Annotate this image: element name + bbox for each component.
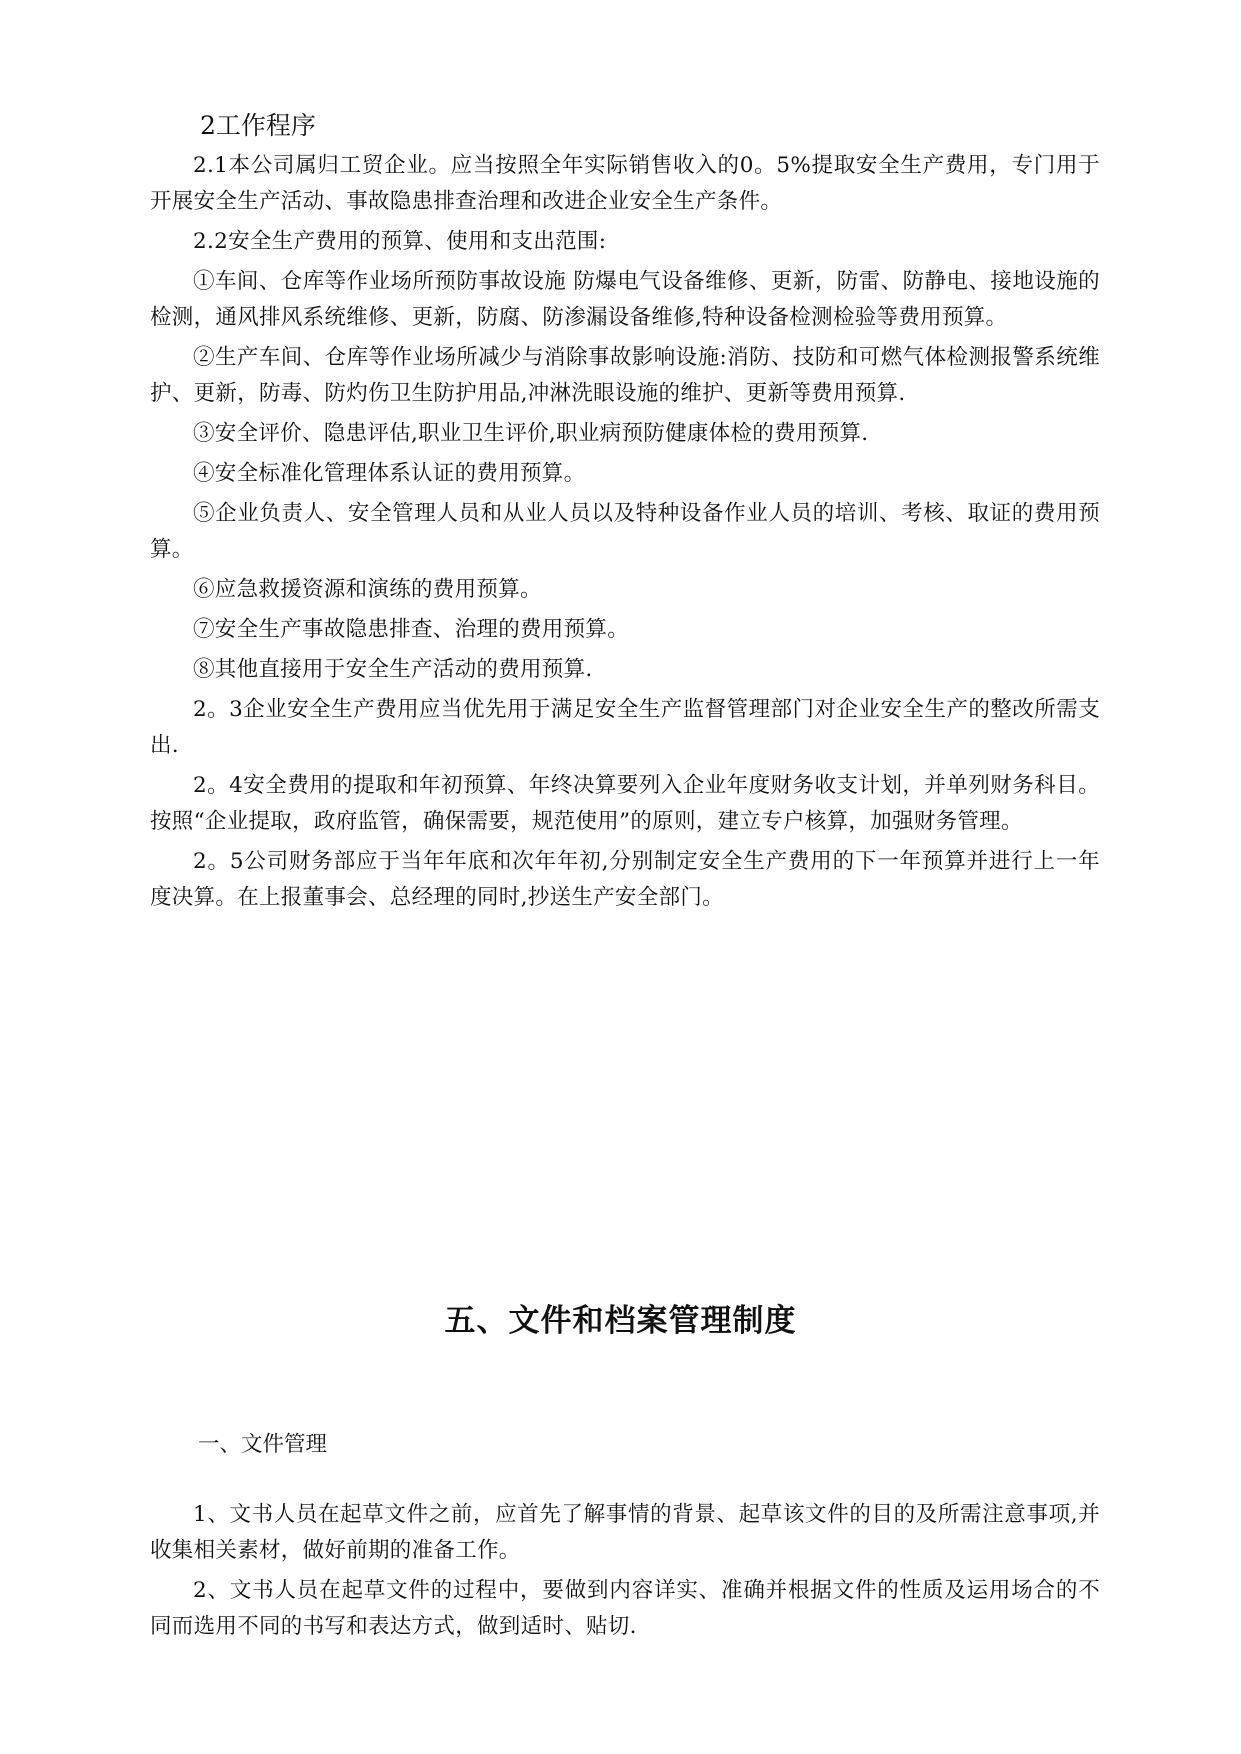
paragraph: 2。3企业安全生产费用应当优先用于满足安全生产监督管理部门对企业安全生产的整改所需支出. <box>150 697 1100 758</box>
paragraph: ⑤企业负责人、安全管理人员和从业人员以及特种设备作业人员的培训、考核、取证的费用预算。 <box>150 501 1100 562</box>
paragraph: ③安全评价、隐患评估,职业卫生评价,职业病预防健康体检的费用预算. <box>193 421 869 446</box>
file-management-body <box>150 1497 1100 1649</box>
sub-heading: 一、文件管理 <box>198 1432 328 1457</box>
chapter-title: 五、文件和档案管理制度 <box>444 1303 797 1339</box>
paragraph: ⑥应急救援资源和演练的费用预算。 <box>193 577 542 602</box>
procedure-body <box>150 148 1100 920</box>
paragraph: ⑦安全生产事故隐患排查、治理的费用预算。 <box>193 617 630 642</box>
paragraph: 2.1本公司属归工贸企业。应当按照全年实际销售收入的0。5%提取安全生产费用，专门用于开展安全生产活动、事故隐患排查治理和改进企业安全生产条件。 <box>150 153 1100 214</box>
paragraph: ④安全标准化管理体系认证的费用预算。 <box>193 461 586 486</box>
paragraph: 2。5公司财务部应于当年年底和次年年初,分别制定安全生产费用的下一年预算并进行上一年度决算。在上报董事会、总经理的同时,抄送生产安全部门。 <box>150 849 1100 910</box>
paragraph: ②生产车间、仓库等作业场所减少与消除事故影响设施:消防、技防和可燃气体检测报警系统维护、更新，防毒、防灼伤卫生防护用品,冲淋洗眼设施的维护、更新等费用预算. <box>150 345 1100 406</box>
paragraph: 2。4安全费用的提取和年初预算、年终决算要列入企业年度财务收支计划，并单列财务科目。按照“企业提取，政府监管，确保需要，规范使用”的原则，建立专户核算，加强财务管理。 <box>150 773 1100 834</box>
section-heading: 2工作程序 <box>200 111 316 140</box>
paragraph: ①车间、仓库等作业场所预防事故设施 防爆电气设备维修、更新，防雷、防静电、接地设施的检测，通风排风系统维修、更新，防腐、防渗漏设备维修,特种设备检测检验等费用预算。 <box>150 269 1100 330</box>
paragraph: 1、文书人员在起草文件之前，应首先了解事情的背景、起草该文件的目的及所需注意事项,并收集相关素材，做好前期的准备工作。 <box>150 1502 1100 1563</box>
paragraph: 2.2安全生产费用的预算、使用和支出范围: <box>193 229 607 254</box>
paragraph: 2、文书人员在起草文件的过程中，要做到内容详实、准确并根据文件的性质及运用场合的不同而选用不同的书写和表达方式，做到适时、贴切. <box>150 1578 1100 1639</box>
paragraph: ⑧其他直接用于安全生产活动的费用预算. <box>193 657 593 682</box>
